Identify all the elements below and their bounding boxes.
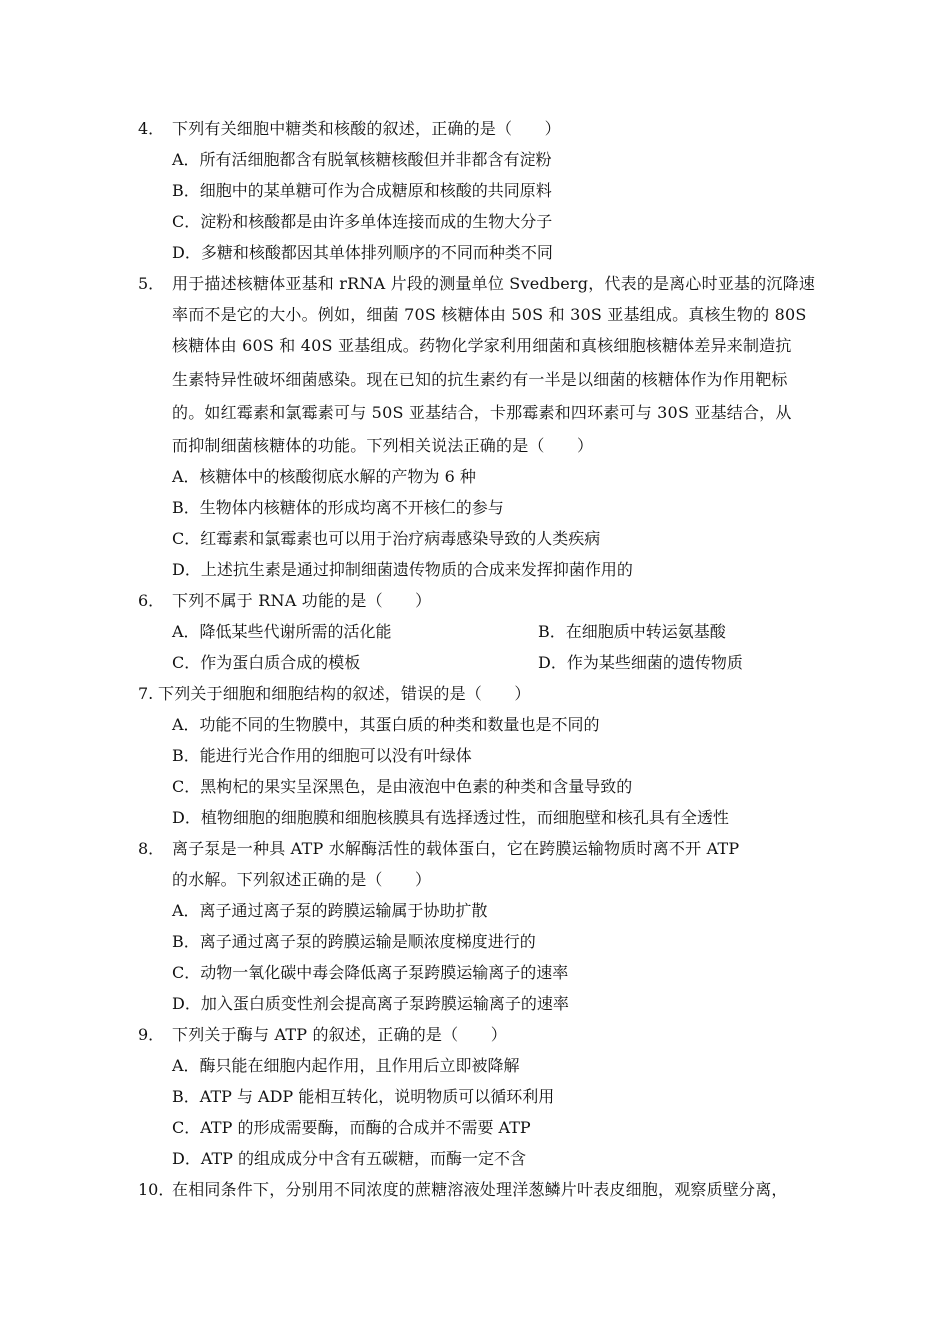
question-5-stem-line-2: 率而不是它的大小。例如，细菌 70S 核糖体由 50S 和 30S 亚基组成。真核生物的 80S [172,305,807,324]
question-4-stem: 下列有关细胞中糖类和核酸的叙述，正确的是（ ） [172,119,561,138]
question-8-option-c: C．动物一氧化碳中毒会降低离子泵跨膜运输离子的速率 [172,963,569,982]
question-5-option-a: A．核糖体中的核酸彻底水解的产物为 6 种 [172,467,476,486]
question-9-option-b: B．ATP 与 ADP 能相互转化，说明物质可以循环利用 [172,1087,555,1106]
question-4-option-b: B．细胞中的某单糖可作为合成糖原和核酸的共同原料 [172,181,552,200]
question-8-option-d: D．加入蛋白质变性剂会提高离子泵跨膜运输离子的速率 [172,994,569,1013]
question-9-option-c: C．ATP 的形成需要酶，而酶的合成并不需要 ATP [172,1118,531,1137]
question-5-stem-line-3: 核糖体由 60S 和 40S 亚基组成。药物化学家利用细菌和真核细胞核糖体差异来制造抗 [172,336,792,355]
question-6-option-a: A．降低某些代谢所需的活化能 [172,622,392,641]
question-5-number: 5． [138,274,165,293]
question-8-number: 8． [138,839,165,858]
question-4-option-a: A．所有活细胞都含有脱氧核糖核酸但并非都含有淀粉 [172,150,552,169]
question-9-number: 9． [138,1025,165,1044]
question-10-number: 10． [138,1180,175,1199]
question-5-option-d: D．上述抗生素是通过抑制细菌遗传物质的合成来发挥抑菌作用的 [172,560,633,579]
question-5-option-b: B．生物体内核糖体的形成均离不开核仁的参与 [172,498,504,517]
question-5-stem-line-6: 而抑制细菌核糖体的功能。下列相关说法正确的是（ ） [172,436,594,455]
question-5-stem-line-5: 的。如红霉素和氯霉素可与 50S 亚基结合，卡那霉素和四环素可与 30S 亚基结合，从 [172,403,792,422]
question-5-stem-line-1: 用于描述核糖体亚基和 rRNA 片段的测量单位 Svedberg，代表的是离心时亚基的沉降速 [172,274,816,293]
question-9-option-a: A．酶只能在细胞内起作用，且作用后立即被降解 [172,1056,520,1075]
question-8-stem-line-2: 的水解。下列叙述正确的是（ ） [172,870,432,889]
question-6-option-c: C．作为蛋白质合成的模板 [172,653,361,672]
question-7-option-b: B．能进行光合作用的细胞可以没有叶绿体 [172,746,472,765]
question-6-option-b: B．在细胞质中转运氨基酸 [538,622,726,641]
question-5-stem-line-4: 生素特异性破坏细菌感染。现在已知的抗生素约有一半是以细菌的核糖体作为作用靶标 [172,370,788,389]
question-7-option-a: A．功能不同的生物膜中，其蛋白质的种类和数量也是不同的 [172,715,600,734]
question-10-stem: 在相同条件下，分别用不同浓度的蔗糖溶液处理洋葱鳞片叶表皮细胞，观察质壁分离， [172,1180,788,1199]
question-9-option-d: D．ATP 的组成成分中含有五碳糖，而酶一定不含 [172,1149,527,1168]
question-4-option-c: C．淀粉和核酸都是由许多单体连接而成的生物大分子 [172,212,553,231]
question-7-option-d: D．植物细胞的细胞膜和细胞核膜具有选择透过性，而细胞壁和核孔具有全透性 [172,808,729,827]
question-6-option-d: D．作为某些细菌的遗传物质 [538,653,743,672]
question-5-option-c: C．红霉素和氯霉素也可以用于治疗病毒感染导致的人类疾病 [172,529,601,548]
question-8-stem-line-1: 离子泵是一种具 ATP 水解酶活性的载体蛋白，它在跨膜运输物质时离不开 ATP [172,839,740,858]
question-9-stem: 下列关于酶与 ATP 的叙述，正确的是（ ） [172,1025,507,1044]
question-7-number: 7. [138,684,154,703]
question-4-number: 4． [138,119,165,138]
question-6-stem: 下列不属于 RNA 功能的是（ ） [172,591,432,610]
question-7-option-c: C．黑枸杞的果实呈深黑色，是由液泡中色素的种类和含量导致的 [172,777,633,796]
question-4-option-d: D．多糖和核酸都因其单体排列顺序的不同而种类不同 [172,243,553,262]
question-6-number: 6． [138,591,165,610]
question-7-stem: 下列关于细胞和细胞结构的叙述，错误的是（ ） [158,684,531,703]
question-8-option-a: A．离子通过离子泵的跨膜运输属于协助扩散 [172,901,488,920]
question-8-option-b: B．离子通过离子泵的跨膜运输是顺浓度梯度进行的 [172,932,536,951]
